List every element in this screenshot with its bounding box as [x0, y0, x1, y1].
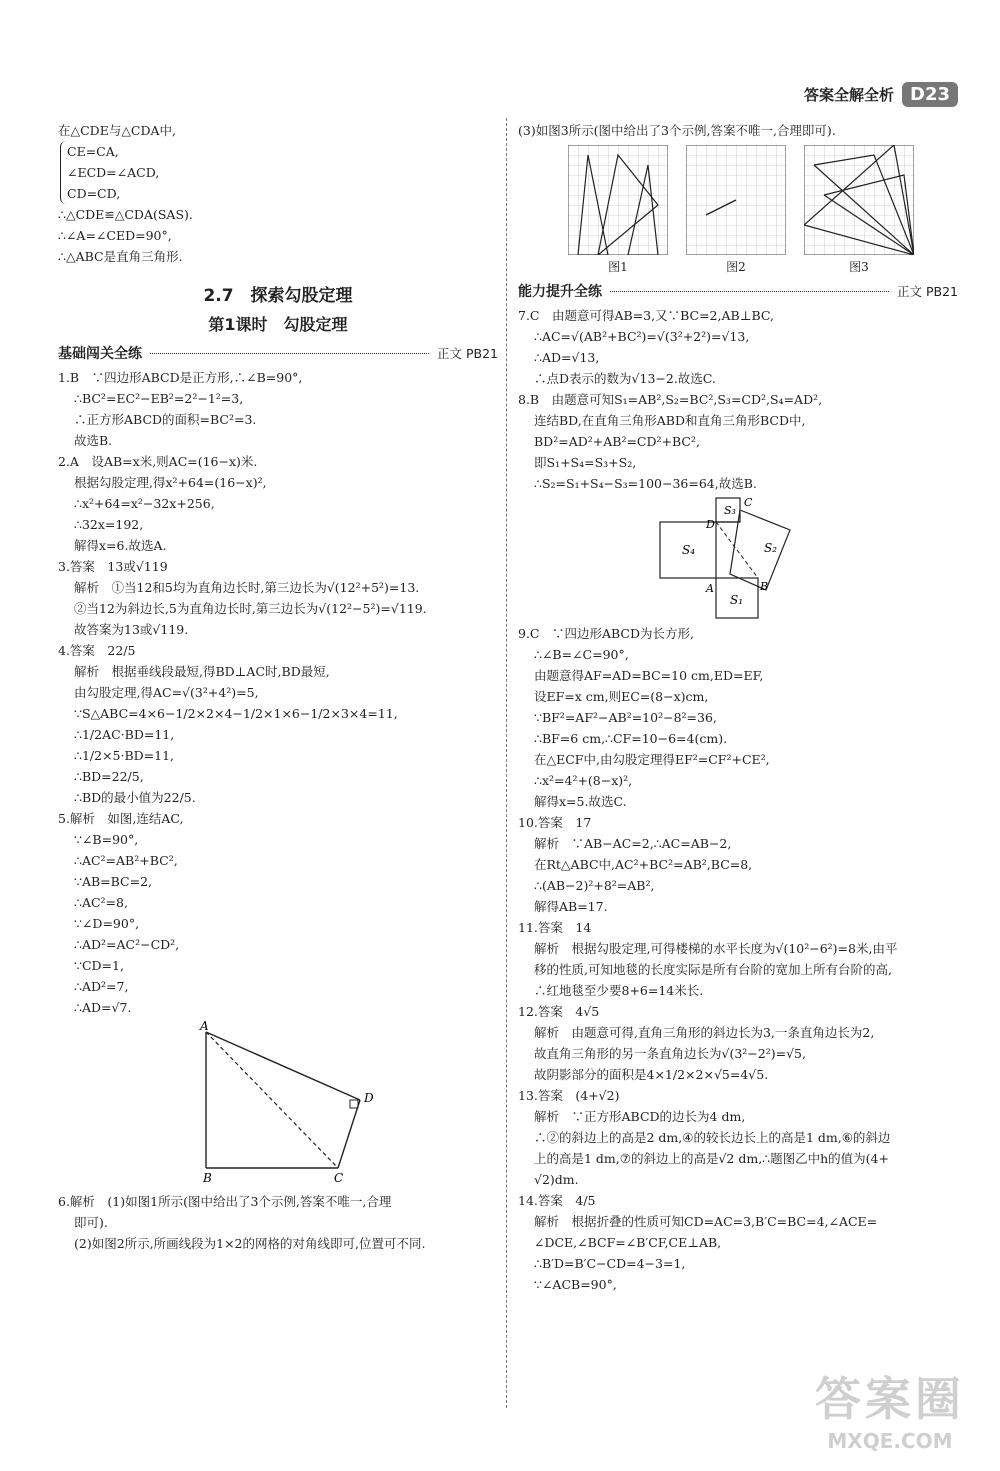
answer-block: [518, 305, 958, 494]
text-line: 7.C 由题意可得AB=3,又∵BC=2,AB⊥BC,: [518, 308, 774, 323]
text-line: ∴AC²=8,: [74, 895, 128, 910]
area-label-s4: S₄: [682, 543, 696, 557]
area-label-s1: S₁: [730, 593, 744, 607]
vertex-label-d: D: [706, 518, 715, 531]
left-column: [58, 120, 498, 1254]
area-label-s3: S₃: [724, 504, 736, 517]
section-ref: 正文 PB21: [437, 346, 498, 361]
text-line: ∠DCE,∠BCF=∠B′CF,CE⊥AB,: [534, 1235, 722, 1250]
text-line: 11.答案 14: [518, 920, 592, 935]
text-line: 解析 ∵AB−AC=2,∴AC=AB−2,: [534, 836, 732, 851]
text-line: (3)如图3所示(图中给出了3个示例,答案不唯一,合理即可).: [518, 123, 836, 138]
text-line: ∴BD的最小值为22/5.: [74, 790, 196, 805]
text-line: 上的高是1 dm,⑦的斜边上的高是√2 dm,∴题图乙中h的值为(4+: [534, 1151, 889, 1166]
text-line: ∴(AB−2)²+8²=AB²,: [534, 878, 655, 893]
text-line: ∵∠ACB=90°,: [534, 1277, 617, 1292]
vertex-label-a: A: [200, 1019, 209, 1033]
text-line: ∴AC²=AB²+BC²,: [74, 853, 178, 868]
text-line: 在△CDE与△CDA中,: [58, 123, 177, 138]
text-line: CE=CA,: [67, 144, 119, 159]
answer-block: [58, 367, 498, 1018]
text-line: ∴②的斜边上的高是2 dm,④的较长边长上的高是1 dm,⑥的斜边: [534, 1130, 891, 1145]
text-line: 解析 ①当12和5均为直角边长时,第三边长为√(12²+5²)=13.: [74, 580, 420, 595]
page-header: [804, 82, 958, 107]
text-line: 故直角三角形的另一条直角边长为√(3²−2²)=√5,: [534, 1046, 806, 1061]
area-label-s2: S₂: [764, 541, 778, 555]
vertex-label-b: B: [203, 1171, 212, 1185]
text-line: 设EF=x cm,则EC=(8−x)cm,: [534, 689, 709, 704]
text-line: ∵S△ABC=4×6−1/2×2×4−1/2×1×6−1/2×3×4=11,: [74, 706, 398, 721]
text-line: 14.答案 4/5: [518, 1193, 596, 1208]
page-number-badge: D23: [902, 82, 958, 107]
text-line: 即S₁+S₄=S₃+S₂,: [534, 455, 637, 470]
quadrilateral-figure: [58, 1018, 498, 1188]
text-line: ∴AC=√(AB²+BC²)=√(3²+2²)=√13,: [534, 329, 750, 344]
text-line: ∵AB=BC=2,: [74, 874, 153, 889]
column-divider: [506, 118, 507, 1408]
text-line: 在Rt△ABC中,AC²+BC²=AB²,BC=8,: [534, 857, 753, 872]
dotted-rule: [610, 291, 889, 292]
section-header-basic: [58, 343, 498, 363]
section-label: 基础闯关全练: [58, 346, 142, 362]
text-line: 解得x=6.故选A.: [74, 538, 167, 553]
vertex-label-d: D: [364, 1091, 374, 1105]
text-line: ∴x²=4²+(8−x)²,: [534, 773, 633, 788]
text-line: ∴AD²=7,: [74, 979, 129, 994]
text-line: (2)如图2所示,所画线段为1×2的网格的对角线即可,位置可不同.: [74, 1236, 426, 1251]
text-line: 3.答案 13或√119: [58, 559, 168, 574]
section-header-ability: [518, 281, 958, 301]
text-line: 解析 ∵正方形ABCD的边长为4 dm,: [534, 1109, 746, 1124]
text-line: 9.C ∵四边形ABCD为长方形,: [518, 626, 694, 641]
section-ref: 正文 PB21: [897, 284, 958, 299]
text-line: ∵BF²=AF²−AB²=10²−8²=36,: [534, 710, 717, 725]
vertex-label-b: B: [760, 580, 769, 593]
section-title: 2.7 探索勾股定理: [203, 286, 353, 306]
text-line: 由题意得AF=AD=BC=10 cm,ED=EF,: [534, 668, 764, 683]
watermark-logo-text: 答案圈: [815, 1372, 965, 1426]
text-line: ∴AD=√7.: [74, 1000, 132, 1015]
text-line: ∴BD=22/5,: [74, 769, 144, 784]
watermark-url: MXQE.COM: [827, 1429, 953, 1453]
text-line: ∴AD²=AC²−CD²,: [74, 937, 180, 952]
text-line: 解得AB=17.: [534, 899, 608, 914]
text-line: 解得x=5.故选C.: [534, 794, 627, 809]
text-line: 移的性质,可知地毯的长度实际是所有台阶的宽加上所有台阶的高,: [534, 962, 892, 977]
text-line: ∴BF=6 cm,∴CF=10−6=4(cm).: [534, 731, 728, 746]
vertex-label-c: C: [744, 496, 753, 509]
vertex-label-c: C: [334, 1171, 344, 1185]
text-line: ∴红地毯至少要8+6=14米长.: [534, 983, 704, 998]
site-watermark: [815, 1363, 965, 1453]
text-line: 故阴影部分的面积是4×1/2×2×√5=4√5.: [534, 1067, 769, 1082]
figure-caption: 图1: [608, 260, 628, 274]
text-line: 5.解析 如图,连结AC,: [58, 811, 184, 826]
text-line: ∴△CDE≌△CDA(SAS).: [58, 207, 193, 222]
grid-figure-2: [686, 145, 786, 275]
section-label: 能力提升全练: [518, 284, 602, 300]
text-line: ∴1/2AC·BD=11,: [74, 727, 175, 742]
text-line: ∵∠B=90°,: [74, 832, 139, 847]
text-line: 由勾股定理,得AC=√(3²+4²)=5,: [74, 685, 259, 700]
text-line: 1.B ∵四边形ABCD是正方形,∴∠B=90°,: [58, 370, 303, 385]
text-line: 6.解析 (1)如图1所示(图中给出了3个示例,答案不唯一,合理: [58, 1194, 392, 1209]
vertex-label-a: A: [706, 582, 714, 595]
text-line: ②当12为斜边长,5为直角边长时,第三边长为√(12²−5²)=√119.: [74, 601, 427, 616]
grid-svg-1: [568, 145, 668, 255]
lesson-title: 第1课时 勾股定理: [208, 315, 348, 334]
text-line: 2.A 设AB=x米,则AC=(16−x)米.: [58, 454, 258, 469]
text-line: 故答案为13或√119.: [74, 622, 189, 637]
text-line: 4.答案 22/5: [58, 643, 136, 658]
text-line: 12.答案 4√5: [518, 1004, 600, 1019]
text-line: ∴B′D=B′C−CD=4−3=1,: [534, 1256, 686, 1271]
grid-svg-3: [804, 145, 914, 255]
text-line: ∴△ABC是直角三角形.: [58, 249, 183, 264]
text-line: ∵∠D=90°,: [74, 916, 140, 931]
text-line: 故选B.: [74, 433, 113, 448]
text-line: ∴32x=192,: [74, 517, 144, 532]
text-line: 13.答案 (4+√2): [518, 1088, 620, 1103]
grid-figure-1: [568, 145, 668, 275]
text-line: 解析 根据折叠的性质可知CD=AC=3,B′C=BC=4,∠ACE=: [534, 1214, 878, 1229]
squares-figure: [518, 494, 958, 620]
text-line: BD²=AD²+AB²=CD²+BC²,: [534, 434, 700, 449]
text-line: 即可).: [74, 1215, 108, 1230]
text-line: 在△ECF中,由勾股定理得EF²=CF²+CE²,: [534, 752, 770, 767]
text-line: √2)dm.: [534, 1172, 579, 1187]
figure-caption: 图3: [849, 260, 869, 274]
text-line: ∠ECD=∠ACD,: [67, 165, 160, 180]
text-line: ∴AD=√13,: [534, 350, 600, 365]
text-line: ∴∠A=∠CED=90°,: [58, 228, 172, 243]
text-line: 解析 由题意可得,直角三角形的斜边长为3,一条直角边长为2,: [534, 1025, 875, 1040]
text-line: ∴x²+64=x²−32x+256,: [74, 496, 215, 511]
grid-figures: [568, 145, 958, 275]
text-line: ∴∠B=∠C=90°,: [534, 647, 629, 662]
text-line: 解析 根据勾股定理,可得楼梯的水平长度为√(10²−6²)=8米,由平: [534, 941, 898, 956]
figure-caption: 图2: [726, 260, 746, 274]
text-line: CD=CD,: [67, 186, 121, 201]
text-line: ∴S₂=S₁+S₄−S₃=100−36=64,故选B.: [534, 476, 757, 491]
text-line: 连结BD,在直角三角形ABD和直角三角形BCD中,: [534, 413, 806, 428]
text-line: 8.B 由题意可知S₁=AB²,S₂=BC²,S₃=CD²,S₄=AD²,: [518, 392, 823, 407]
text-line: ∵CD=1,: [74, 958, 124, 973]
brace-group: [60, 141, 498, 204]
text-line: ∴BC²=EC²−EB²=2²−1²=3,: [74, 391, 244, 406]
text-line: 根据勾股定理,得x²+64=(16−x)²,: [74, 475, 267, 490]
header-title: 答案全解全析: [803, 86, 894, 104]
dotted-rule: [150, 353, 429, 354]
grid-svg-2: [686, 145, 786, 255]
text-line: 10.答案 17: [518, 815, 592, 830]
grid-figure-3: [804, 145, 914, 275]
text-line: 解析 根据垂线段最短,得BD⊥AC时,BD最短,: [74, 664, 330, 679]
text-line: ∴正方形ABCD的面积=BC²=3.: [74, 412, 257, 427]
text-line: ∴点D表示的数为√13−2.故选C.: [534, 371, 716, 386]
text-line: ∴1/2×5·BD=11,: [74, 748, 175, 763]
answer-block: [518, 623, 958, 1295]
right-column: [518, 120, 958, 1295]
